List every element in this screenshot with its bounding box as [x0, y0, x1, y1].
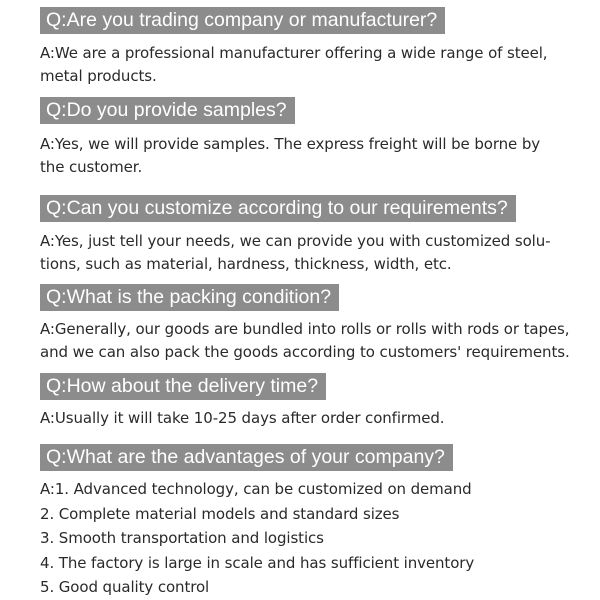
faq-question-1: Q:Are you trading company or manufacturer? [40, 7, 445, 34]
faq-question-6: Q:What are the advantages of your company? [40, 444, 453, 471]
faq-answer-3 [40, 230, 560, 276]
faq-answer-5 [40, 407, 560, 430]
faq-question-2: Q:Do you provide samples? [40, 97, 295, 124]
answer-line: A:1. Advanced technology, can be customized on demand [40, 480, 472, 498]
answer-line: 5. Good quality control [40, 578, 210, 596]
faq-question-3: Q:Can you customize according to our requirements? [40, 195, 516, 222]
answer-line: A:Generally, our goods are bundled into rolls or rolls with rods or tapes, [40, 320, 570, 338]
faq-question-5: Q:How about the delivery time? [40, 373, 326, 400]
answer-line: 3. Smooth transportation and logistics [40, 529, 324, 547]
faq-question-4: Q:What is the packing condition? [40, 284, 339, 311]
answer-line: A:We are a professional manufacturer offering a wide range of steel, [40, 44, 548, 62]
answer-line: tions, such as material, hardness, thickness, width, etc. [40, 255, 452, 273]
answer-line: the customer. [40, 158, 143, 176]
answer-line: and we can also pack the goods according to customers' requirements. [40, 343, 570, 361]
answer-line: 2. Complete material models and standard sizes [40, 504, 400, 523]
faq-answer-1 [40, 42, 560, 88]
faq-answer-4 [40, 318, 570, 364]
faq-answer-2 [40, 133, 560, 179]
answer-line: 4. The factory is large in scale and has sufficient inventory [40, 553, 475, 572]
answer-line: A:Usually it will take 10-25 days after order confirmed. [40, 409, 445, 427]
faq-answer-6 [40, 477, 560, 600]
answer-line: metal products. [40, 67, 157, 85]
answer-line: A:Yes, just tell your needs, we can provide you with customized solu- [40, 232, 551, 250]
answer-line: A:Yes, we will provide samples. The express freight will be borne by [40, 135, 541, 153]
